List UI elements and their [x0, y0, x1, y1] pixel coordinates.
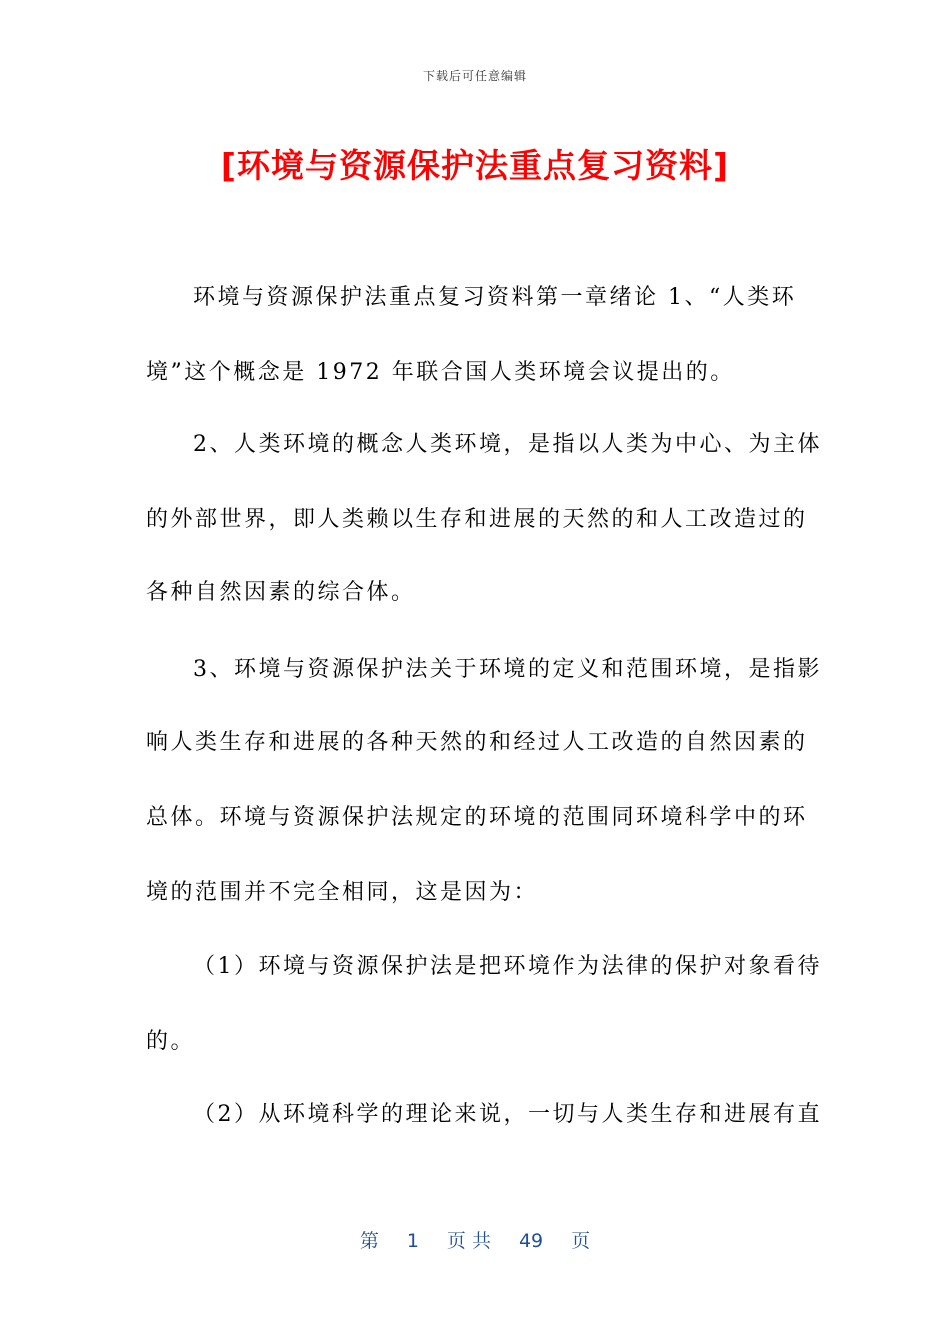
document-title: [环境与资源保护法重点复习资料]	[220, 146, 730, 185]
footer-page-prefix: 第	[359, 1230, 379, 1252]
footer-page-suffix: 页	[571, 1230, 591, 1252]
body-line: 的。	[146, 1029, 196, 1054]
body-line: 总体。环境与资源保护法规定的环境的范围同环境科学中的环	[146, 805, 808, 830]
footer-total-pages: 49	[518, 1230, 544, 1252]
body-line: 各种自然因素的综合体。	[146, 580, 416, 605]
body-line: 境的范围并不完全相同，这是因为：	[146, 880, 539, 905]
body-line: 环境与资源保护法重点复习资料第一章绪论 1、“人类环	[193, 285, 797, 310]
page-footer	[0, 1226, 950, 1253]
body-line: 3、环境与资源保护法关于环境的定义和范围环境，是指影	[193, 657, 822, 682]
footer-page-number: 1	[406, 1230, 419, 1252]
footer-page-middle: 页 共	[446, 1230, 491, 1252]
header-note: 下载后可任意编辑	[422, 69, 527, 83]
body-line: 2、人类环境的概念人类环境，是指以人类为中心、为主体	[193, 432, 822, 457]
body-line: （1）环境与资源保护法是把环境作为法律的保护对象看待	[193, 954, 822, 979]
body-line: 境”这个概念是 1972 年联合国人类环境会议提出的。	[146, 360, 735, 385]
body-line: （2）从环境科学的理论来说，一切与人类生存和进展有直	[193, 1102, 822, 1127]
body-line: 响人类生存和进展的各种天然的和经过人工改造的自然因素的	[146, 730, 808, 755]
body-line: 的外部世界，即人类赖以生存和进展的天然的和人工改造过的	[146, 507, 808, 532]
